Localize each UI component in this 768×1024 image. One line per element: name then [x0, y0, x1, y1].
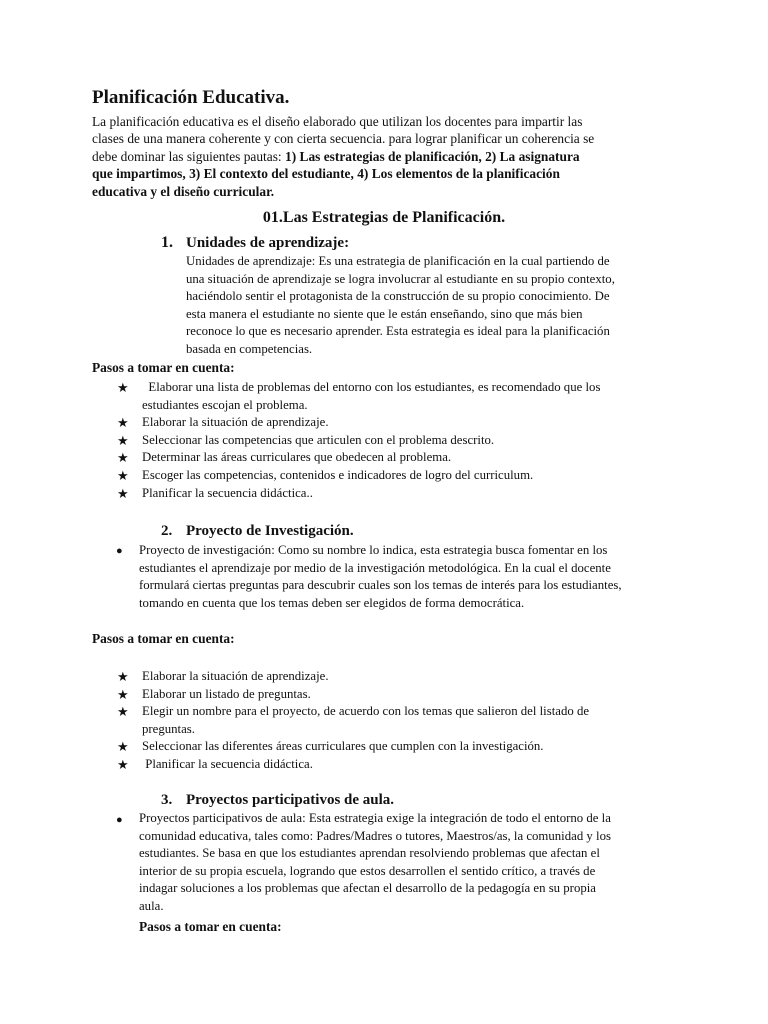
star-bullet-icon: ★	[117, 756, 129, 772]
document-title: Planificación Educativa.	[92, 87, 290, 108]
sec3-title: Proyectos participativos de aula.	[186, 792, 395, 808]
sec1-paragraph	[186, 253, 615, 359]
list-item-text: estudiantes escojan el problema.	[142, 397, 308, 412]
sec1-title: Unidades de aprendizaje:	[186, 235, 350, 251]
para-line: tomando en cuenta que los temas deben ser elegidos de forma democrática.	[139, 595, 525, 610]
list-item-text: Elegir un nombre para el proyecto, de acuerdo con los temas que salieron del listado de	[142, 704, 590, 719]
para-line: estudiantes el aprendizaje por medio de la investigación metodológica. En la cual el docente	[139, 560, 611, 575]
para-line: Unidades de aprendizaje: Es una estrategia de planificación en la cual partiendo de	[186, 254, 610, 268]
star-bullet-icon: ★	[117, 704, 129, 720]
intro-line: La planificación educativa es el diseño elaborado que utilizan los docentes para impartir las	[92, 114, 583, 129]
list-item	[117, 485, 600, 503]
list-item-text: Seleccionar las diferentes áreas curriculares que cumplen con la investigación.	[142, 739, 544, 754]
list-item	[117, 668, 589, 686]
para-line: Proyecto de investigación: Como su nombre lo indica, esta estrategia busca fomentar en los	[139, 543, 608, 557]
intro-line	[92, 183, 594, 200]
sec2-paragraph	[139, 542, 622, 612]
intro-text: debe dominar las siguientes pautas:	[92, 148, 286, 164]
sec2-title: Proyecto de Investigación.	[186, 523, 354, 539]
list-item-text: preguntas.	[142, 721, 195, 736]
para-line: haciéndolo sentir el protagonista de la construcción de su propio conocimiento. De	[186, 289, 610, 304]
star-bullet-icon: ★	[117, 380, 129, 395]
list-item	[117, 467, 600, 485]
intro-paragraph	[92, 113, 594, 200]
star-bullet-icon: ★	[117, 485, 129, 501]
intro-bold-text: 1) Las estrategias de planificación, 2) La asignatura	[285, 148, 580, 164]
para-line: comunidad educativa, tales como: Padres/Madres o tutores, Maestros/as, la comunidad y los	[139, 828, 611, 843]
list-item-text: Elaborar un listado de preguntas.	[142, 686, 311, 701]
list-item-text: Elaborar la situación de aprendizaje.	[142, 415, 329, 430]
list-item-text: Escoger las competencias, contenidos e indicadores de logro del curriculum.	[142, 467, 534, 482]
section-heading: 01.Las Estrategias de Planificación.	[262, 209, 506, 226]
star-bullet-icon: ★	[117, 467, 129, 483]
para-line: formulará ciertas preguntas para descubrir cuales son los temas de interés para los estudiantes,	[139, 578, 622, 593]
list-item	[117, 432, 600, 450]
list-item-text: Determinar las áreas curriculares que obedecen al problema.	[142, 450, 452, 465]
star-bullet-icon: ★	[117, 415, 129, 431]
list-item-text: Planificar la secuencia didáctica.	[142, 756, 313, 771]
sec2-number: 2.	[161, 523, 173, 539]
para-line: estudiantes. Se basa en que los estudiantes aprendan resolviendo problemas que afectan el	[139, 846, 600, 861]
star-bullet-icon: ★	[117, 669, 129, 684]
para-line: aula.	[139, 898, 164, 913]
list-item	[117, 738, 589, 756]
sec2-pasos-label: Pasos a tomar en cuenta:	[92, 631, 235, 646]
circle-bullet-icon: ●	[116, 545, 123, 557]
intro-line: clases de una manera coherente y con cierta secuencia. para lograr planificar un coherencia se	[92, 131, 595, 147]
intro-line	[92, 148, 594, 165]
star-bullet-icon: ★	[117, 432, 129, 448]
list-item	[117, 379, 600, 414]
star-bullet-icon: ★	[117, 450, 129, 466]
sec1-number: 1.	[161, 234, 173, 251]
intro-line	[92, 165, 594, 182]
para-line: esta manera el estudiante no siente que le están enseñando, sino que más bien	[186, 306, 583, 321]
list-item	[117, 703, 589, 738]
list-item	[117, 756, 589, 774]
list-item	[117, 414, 600, 432]
list-item-text: Elaborar la situación de aprendizaje.	[142, 669, 329, 683]
list-item	[117, 686, 589, 704]
sec3-number: 3.	[161, 792, 173, 808]
list-item	[117, 449, 600, 467]
para-line: Proyectos participativos de aula: Esta estrategia exige la integración de todo el entorno de la	[139, 811, 611, 825]
sec2-steps-list	[117, 668, 589, 774]
list-item-text: Planificar la secuencia didáctica..	[142, 485, 313, 500]
sec3-pasos-label: Pasos a tomar en cuenta:	[139, 919, 282, 934]
list-item-text: Seleccionar las competencias que articulen con el problema descrito.	[142, 432, 495, 447]
para-line: interior de su propia escuela, logrando que estos desarrollen el sentido crítico, a través de	[139, 863, 596, 878]
circle-bullet-icon: ●	[116, 814, 123, 826]
para-line: una situación de aprendizaje se logra involucrar al estudiante en su propio contexto,	[186, 271, 615, 286]
star-bullet-icon: ★	[117, 686, 129, 702]
sec1-steps-list	[117, 379, 600, 502]
para-line: indagar soluciones a los problemas que afectan el desarrollo de la pedagogía en su propia	[139, 881, 596, 896]
list-item-text: Elaborar una lista de problemas del entorno con los estudiantes, es recomendado que los	[142, 380, 601, 394]
sec1-pasos-label: Pasos a tomar en cuenta:	[92, 360, 235, 375]
para-line: basada en competencias.	[186, 341, 313, 356]
intro-bold-text: educativa y el diseño curricular.	[92, 183, 275, 199]
sec3-paragraph	[139, 810, 611, 916]
para-line: reconoce lo que es necesario aprender. Esta estrategia es ideal para la planificación	[186, 324, 610, 339]
intro-bold-text: que impartimos, 3) El contexto del estudiante, 4) Los elementos de la planificación	[92, 166, 560, 182]
star-bullet-icon: ★	[117, 739, 129, 755]
